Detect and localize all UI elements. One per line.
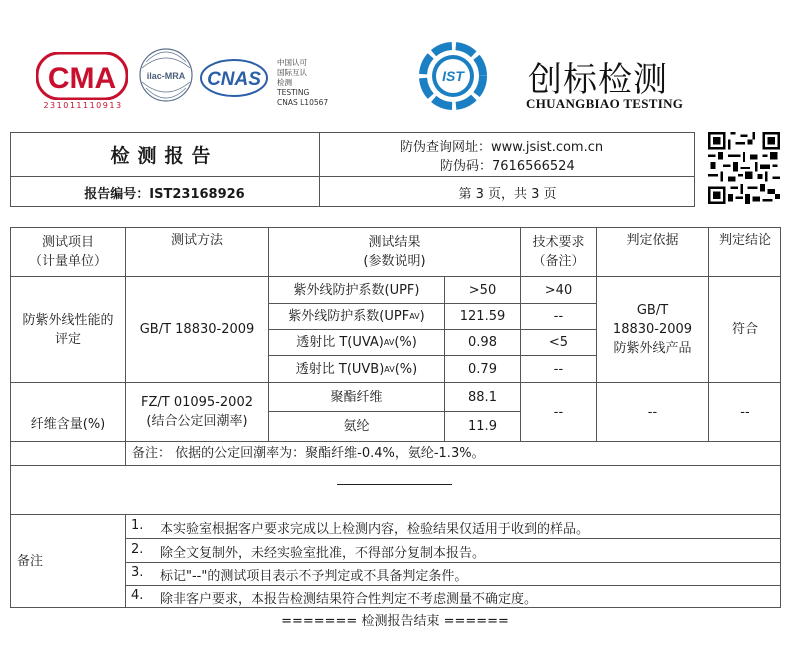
header-test-result-line1: 测试结果 xyxy=(368,235,421,250)
uv-param-upf-text: 紫外线防护系数(UPF) xyxy=(293,282,420,298)
note-1-text: 本实验室根据客户要求完成以上检测内容，检验结果仅适用于收到的样品。 xyxy=(160,522,590,537)
note-3-text: 标记"--"的测试项目表示不予判定或不具备判定条件。 xyxy=(160,569,468,584)
uv-basis-line2: 18830-2009 xyxy=(612,322,693,337)
header-requirement xyxy=(521,228,596,276)
uv-test-item xyxy=(11,277,125,382)
header-conclusion: 判定结论 xyxy=(718,232,771,248)
uv-param-uva-suffix: (%) xyxy=(394,335,417,350)
uv-value-upf: >50 xyxy=(468,282,497,298)
brand-name-en: CHUANGBIAO TESTING xyxy=(526,96,684,111)
header-test-item-line2: （计量单位） xyxy=(28,254,107,269)
cnas-line-5: CNAS L10567 xyxy=(277,98,329,107)
uv-param-uva xyxy=(269,330,444,355)
report-end-footer: ======= 检测报告结束 ====== xyxy=(281,614,509,629)
cma-code: 231011110913 xyxy=(43,101,123,110)
header-test-result xyxy=(269,228,520,276)
note-3-number: 3. xyxy=(131,565,144,580)
fiber-requirement: -- xyxy=(553,404,564,420)
uv-param-upf-av xyxy=(269,304,444,329)
note-1-number: 1. xyxy=(131,518,144,533)
uv-param-uva-text: 透射比 T(UVA) xyxy=(296,335,384,350)
uv-param-uvb-sub: AV xyxy=(384,364,395,374)
report-title: 检测报告 xyxy=(110,144,219,167)
uv-basis xyxy=(597,277,708,382)
anti-fake-code: 防伪码：7616566524 xyxy=(440,159,575,174)
ist-logo-text: IST xyxy=(442,68,464,84)
fiber-test-item: 纤维含量(%) xyxy=(30,416,106,432)
fiber-param-polyester: 聚酯纤维 xyxy=(330,389,383,405)
fiber-value-polyester: 88.1 xyxy=(468,389,497,405)
header-requirement-line2: （备注） xyxy=(532,254,585,269)
fiber-test-method-line1: FZ/T 01095-2002 xyxy=(141,395,253,410)
fiber-test-method-line2: (结合公定回潮率) xyxy=(146,414,248,429)
cnas-logo-text: CNAS xyxy=(207,69,261,90)
cnas-line-4: TESTING xyxy=(277,88,310,97)
note-4-text: 除非客户要求，本报告检测结果符合性判定不考虑测量不确定度。 xyxy=(160,592,538,607)
uv-basis-line1: GB/T xyxy=(636,303,669,318)
uv-test-item-line1: 防紫外线性能的 xyxy=(22,312,114,328)
uv-param-upf-av-text: 紫外线防护系数(UPF xyxy=(288,309,410,324)
uv-req-upf-av: -- xyxy=(553,309,564,324)
uv-test-method: GB/T 18830-2009 xyxy=(139,322,255,337)
uv-param-uva-sub: AV xyxy=(383,338,395,347)
cnas-line-3: 检测 xyxy=(277,78,292,87)
uv-param-uvb-suffix: (%) xyxy=(394,361,418,377)
uv-req-upf: >40 xyxy=(544,282,573,298)
fiber-conclusion: -- xyxy=(740,404,750,420)
header-test-item-line1: 测试项目 xyxy=(41,235,94,250)
ilac-logo-text: ilac-MRA xyxy=(146,71,186,81)
fiber-remark: 备注： 依据的公定回潮率为：聚酯纤维-0.4%，氨纶-1.3%。 xyxy=(132,446,485,461)
header-test-result-line2: (参数说明) xyxy=(363,254,426,269)
header-test-item xyxy=(11,228,125,276)
note-4-number: 4. xyxy=(131,588,144,603)
note-2-text: 除全文复制外，未经实验室批准，不得部分复制本报告。 xyxy=(160,546,486,561)
uv-param-upf-av-suffix: ) xyxy=(419,309,425,324)
notes-label: 备注 xyxy=(17,553,44,569)
uv-req-uva: <5 xyxy=(548,335,569,350)
fiber-basis: -- xyxy=(647,404,658,420)
uv-param-uvb xyxy=(269,356,444,382)
cnas-line-2: 国际互认 xyxy=(277,68,307,77)
uv-param-upf xyxy=(269,277,444,303)
header-test-method: 测试方法 xyxy=(170,232,223,248)
uv-param-upf-av-sub: AV xyxy=(409,312,420,321)
fiber-value-spandex: 11.9 xyxy=(468,419,497,434)
brand-name-cn: 创标检测 xyxy=(528,60,668,100)
header-basis: 判定依据 xyxy=(626,232,679,248)
header-requirement-line1: 技术要求 xyxy=(532,235,585,250)
uv-value-upf-av: 121.59 xyxy=(459,309,506,324)
uv-basis-line3: 防紫外线产品 xyxy=(613,341,692,356)
cnas-line-1: 中国认可 xyxy=(277,58,307,67)
cma-logo-text: CMA xyxy=(47,62,117,95)
uv-value-uvb: 0.79 xyxy=(468,361,497,377)
report-number: 报告编号：IST23168926 xyxy=(84,186,245,202)
uv-value-uva: 0.98 xyxy=(468,335,497,350)
uv-test-item-line2: 评定 xyxy=(54,331,81,347)
page-indicator: 第 3 页，共 3 页 xyxy=(458,186,557,202)
verification-website: 防伪查询网址：www.jsist.com.cn xyxy=(400,140,604,155)
note-2-number: 2. xyxy=(131,542,144,557)
fiber-param-spandex: 氨纶 xyxy=(343,419,370,434)
uv-conclusion: 符合 xyxy=(731,322,758,337)
fiber-test-method xyxy=(126,383,268,441)
uv-req-uvb: -- xyxy=(553,361,564,377)
uv-param-uvb-text: 透射比 T(UVB) xyxy=(295,361,385,377)
